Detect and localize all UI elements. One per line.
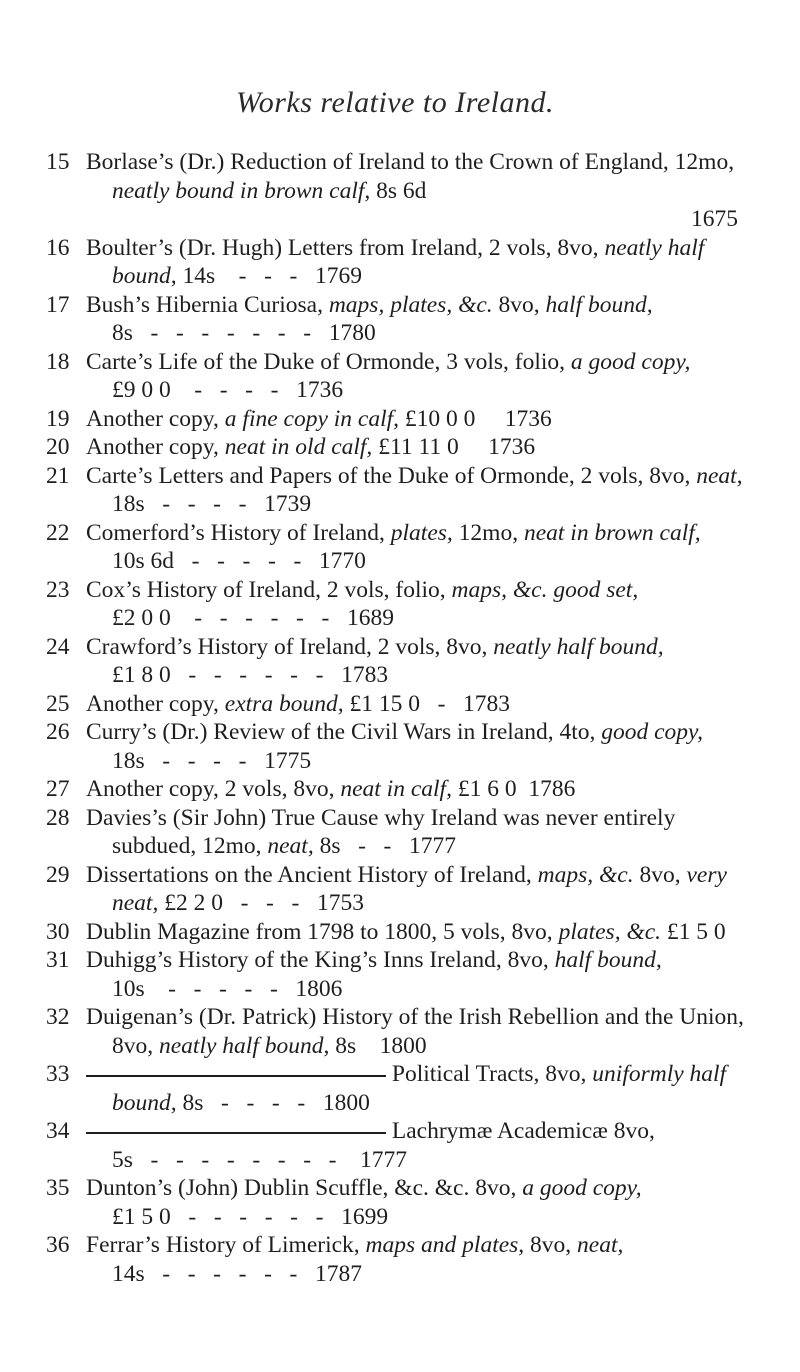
- entry-number: 15: [46, 149, 70, 175]
- entry-year: 1800: [322, 1089, 370, 1116]
- entry-title: Ferrar’s History of Limerick,: [86, 1232, 366, 1258]
- list-item: 31 Duhigg’s History of the King’s Inns Ireland, 8vo, half bound, 10s - - - - - 1806: [46, 947, 662, 1002]
- entry-number: 24: [46, 633, 70, 660]
- entry-year: 1770: [318, 548, 366, 574]
- entry-year: 1783: [341, 662, 389, 688]
- entry-year: 1739: [264, 491, 312, 517]
- entry-year: 1689: [346, 605, 394, 631]
- entry-price: 8s: [335, 1032, 357, 1059]
- entry-number: 30: [46, 918, 70, 945]
- entry-binding-note: a fine copy in calf,: [224, 405, 400, 432]
- entry-number: 27: [46, 776, 70, 802]
- entry-illustrations-note: plates, &c.: [558, 918, 662, 945]
- entry-number: 33: [46, 1061, 70, 1087]
- entry-binding-note: neatly half bound,: [493, 633, 664, 660]
- entry-price: 8s 6d: [376, 177, 427, 204]
- entry-price: 5s: [112, 1146, 133, 1173]
- list-item: [46, 918, 758, 947]
- entry-binding-note: neat,: [267, 833, 314, 859]
- list-item: 22 Comerford’s History of Ireland, plates, 12mo, neat in brown calf, 10s 6d - - - - - 1770: [46, 519, 701, 574]
- entry-title: Boulter’s (Dr. Hugh) Letters from Ireland, 2 vols, 8vo,: [86, 234, 605, 261]
- entry-title: Dublin Magazine from 1798 to 1800, 5 vols, 8vo,: [86, 918, 559, 945]
- entry-year: 1787: [315, 1260, 362, 1287]
- entry-price: 8s: [182, 1089, 204, 1116]
- entry-title: Cox’s History of Ireland, 2 vols, folio,: [86, 576, 452, 603]
- entry-price: £2 2 0: [164, 890, 223, 916]
- entry-year: 1753: [316, 890, 364, 916]
- entry-binding-note: a good copy,: [570, 348, 691, 375]
- entry-price: £1 6 0: [457, 776, 517, 802]
- entry-format: 8vo,: [633, 861, 687, 888]
- entry-number: 29: [46, 861, 70, 888]
- entry-title: Crawford’s History of Ireland, 2 vols, 8vo,: [86, 633, 494, 660]
- ditto-rule: [86, 1132, 386, 1134]
- entry-number: 36: [46, 1232, 70, 1258]
- entry-illustrations-note: plates,: [390, 519, 453, 546]
- entry-binding-note: neat in old calf,: [224, 434, 373, 460]
- entry-year: 1783: [463, 690, 511, 717]
- entry-binding-note: neat,: [577, 1232, 624, 1258]
- page-title: Works relative to Ireland.: [236, 86, 554, 119]
- entry-year: 1780: [328, 320, 376, 346]
- entry-price: 14s: [182, 263, 216, 289]
- entry-format: 12mo,: [452, 519, 524, 546]
- entry-title: Another copy,: [86, 434, 225, 460]
- entry-title: Comerford’s History of Ireland,: [86, 519, 391, 546]
- list-item: 16 Boulter’s (Dr. Hugh) Letters from Ireland, 2 vols, 8vo, neatly half bound, 14s - - - 1769: [46, 234, 705, 289]
- entry-title: Another copy,: [86, 405, 225, 432]
- entry-number: 28: [46, 804, 70, 831]
- entry-number: 34: [46, 1118, 70, 1144]
- list-item: [46, 433, 758, 462]
- entry-number: 17: [46, 291, 70, 318]
- entry-price: £1 15 0: [349, 690, 420, 717]
- entry-number: 26: [46, 719, 70, 745]
- entry-year: 1786: [528, 776, 576, 802]
- entry-illustrations-note: maps, plates, &c.: [328, 291, 493, 318]
- list-item: 34 Lachrymæ Academicæ 8vo, 5s - - - - - - - - 1777: [46, 1118, 655, 1173]
- entry-number: 23: [46, 576, 70, 603]
- entry-number: 16: [46, 234, 70, 261]
- list-item: 21 Carte’s Letters and Papers of the Duke of Ormonde, 2 vols, 8vo, neat, 18s - - - - 1739: [46, 462, 743, 517]
- entry-price: £1 5 0: [112, 1203, 171, 1230]
- entry-number: 21: [46, 462, 70, 489]
- entry-price: £1 5 0: [666, 918, 726, 945]
- entry-title: Bush’s Hibernia Curiosa,: [86, 291, 329, 318]
- entry-price: £9 0 0: [112, 377, 171, 403]
- entry-binding-note: maps, &c. good set,: [451, 576, 639, 603]
- entry-number: 35: [46, 1175, 70, 1201]
- entry-binding-note: half bound,: [545, 291, 653, 318]
- entry-year: 1777: [360, 1146, 408, 1173]
- entry-format: 8vo,: [492, 291, 546, 318]
- list-item: 26 Curry’s (Dr.) Review of the Civil Wars in Ireland, 4to, good copy, 18s - - - - 1775: [46, 719, 704, 774]
- entry-title: Duhigg’s History of the King’s Inns Ireland, 8vo,: [86, 947, 555, 973]
- entry-price: £10 0 0: [404, 405, 476, 432]
- list-item: [46, 405, 758, 434]
- catalogue-list: [46, 148, 758, 1288]
- entry-title: Another copy,: [86, 690, 225, 717]
- entry-title: Political Tracts, 8vo,: [391, 1061, 593, 1087]
- entry-price: 18s: [112, 491, 145, 517]
- entry-year: 1777: [409, 833, 457, 859]
- entry-price: £1 8 0: [112, 662, 171, 688]
- entry-price: 10s: [112, 975, 145, 1002]
- entry-title: Dunton’s (John) Dublin Scuffle, &c. &c. 8vo,: [86, 1175, 523, 1201]
- entry-binding-note: extra bound,: [224, 690, 344, 717]
- entry-number: 18: [46, 348, 70, 375]
- entry-title: Duigenan’s (Dr. Patrick) History of the Irish Rebellion and the Union, 8vo,: [86, 1004, 744, 1059]
- list-item: 18 Carte’s Life of the Duke of Ormonde, 3 vols, folio, a good copy, £9 0 0 - - - - 1736: [46, 348, 691, 403]
- entry-title: Curry’s (Dr.) Review of the Civil Wars in Ireland, 4to,: [86, 719, 602, 745]
- entry-price: £2 0 0: [112, 605, 171, 631]
- entry-binding-note: a good copy,: [522, 1175, 642, 1201]
- entry-format: 8vo,: [524, 1232, 578, 1258]
- entry-title: Carte’s Life of the Duke of Ormonde, 3 vols, folio,: [86, 348, 571, 375]
- entry-price: £11 11 0: [378, 434, 459, 460]
- entry-number: 31: [46, 947, 70, 973]
- entry-year: 1736: [504, 405, 552, 432]
- entry-title: Dissertations on the Ancient History of Ireland,: [86, 861, 538, 888]
- list-item: 17 Bush’s Hibernia Curiosa, maps, plates, &c. 8vo, half bound, 8s - - - - - - - 1780: [46, 291, 653, 346]
- entry-year: 1736: [488, 434, 536, 460]
- entry-title: Davies’s (Sir John) True Cause why Ireland was never entirely subdued, 12mo,: [86, 804, 676, 859]
- entry-binding-note: very neat,: [112, 861, 727, 916]
- list-item: 28 Davies’s (Sir John) True Cause why Ireland was never entirely subdued, 12mo, neat, 8s - - 1777: [46, 804, 676, 859]
- entry-number: 25: [46, 690, 70, 717]
- entry-price: 8s: [319, 833, 341, 859]
- entry-binding-note: neatly half bound,: [112, 234, 705, 289]
- list-item: 24 Crawford’s History of Ireland, 2 vols, 8vo, neatly half bound, £1 8 0 - - - - - - 1783: [46, 633, 664, 688]
- entry-price: 10s 6d: [112, 548, 175, 574]
- entry-title: Lachrymæ Academicæ 8vo,: [391, 1118, 655, 1144]
- entry-year: 1769: [315, 263, 363, 289]
- entry-illustrations-note: maps and plates,: [365, 1232, 525, 1258]
- entry-title: Borlase’s (Dr.) Reduction of Ireland to the Crown of England, 12mo,: [86, 149, 735, 175]
- entry-price: 8s: [112, 320, 133, 346]
- entry-year: 1736: [296, 377, 344, 403]
- ditto-rule: [86, 1075, 386, 1077]
- entry-binding-note: neatly bound in brown calf,: [112, 177, 371, 204]
- entry-price: 14s: [112, 1260, 145, 1287]
- entry-binding-note: half bound,: [554, 947, 662, 973]
- list-item: [46, 775, 758, 804]
- list-item: 23 Cox’s History of Ireland, 2 vols, folio, maps, &c. good set, £2 0 0 - - - - - - 1689: [46, 576, 639, 631]
- entry-year: 1806: [295, 975, 343, 1002]
- entry-binding-note: neat in brown calf,: [523, 519, 701, 546]
- entry-binding-note: neat,: [696, 462, 743, 489]
- entry-title: Carte’s Letters and Papers of the Duke of Ormonde, 2 vols, 8vo,: [86, 462, 697, 489]
- entry-year: 1699: [341, 1203, 389, 1230]
- list-item: 35 Dunton’s (John) Dublin Scuffle, &c. &c. 8vo, a good copy, £1 5 0 - - - - - - 1699: [46, 1175, 642, 1230]
- entry-number: 22: [46, 519, 70, 546]
- list-item: 36 Ferrar’s History of Limerick, maps and plates, 8vo, neat, 14s - - - - - - 1787: [46, 1232, 624, 1287]
- entry-year: 1800: [379, 1032, 427, 1059]
- entry-title: Another copy, 2 vols, 8vo,: [86, 776, 341, 802]
- list-item: [46, 148, 758, 234]
- entry-binding-note: neat in calf,: [340, 776, 452, 802]
- list-item: 33 Political Tracts, 8vo, uniformly half bound, 8s - - - - 1800: [46, 1061, 727, 1116]
- entry-number: 19: [46, 405, 70, 432]
- entry-number: 32: [46, 1004, 70, 1030]
- entry-price: 18s: [112, 747, 145, 774]
- entry-binding-note: neatly half bound,: [159, 1032, 330, 1059]
- entry-illustrations-note: maps, &c.: [537, 861, 634, 888]
- entry-number: 20: [46, 434, 70, 460]
- list-item: 29 Dissertations on the Ancient History of Ireland, maps, &c. 8vo, very neat, £2 2 0 - - - 1753: [46, 861, 727, 916]
- list-item: 25 Another copy, extra bound, £1 15 0 - 1783: [46, 690, 511, 717]
- entry-year: 1775: [264, 747, 312, 774]
- entry-year: 1675: [691, 206, 738, 232]
- list-item: [46, 1003, 758, 1060]
- entry-binding-note: good copy,: [601, 719, 704, 745]
- entry-binding-note: uniformly half bound,: [112, 1061, 727, 1116]
